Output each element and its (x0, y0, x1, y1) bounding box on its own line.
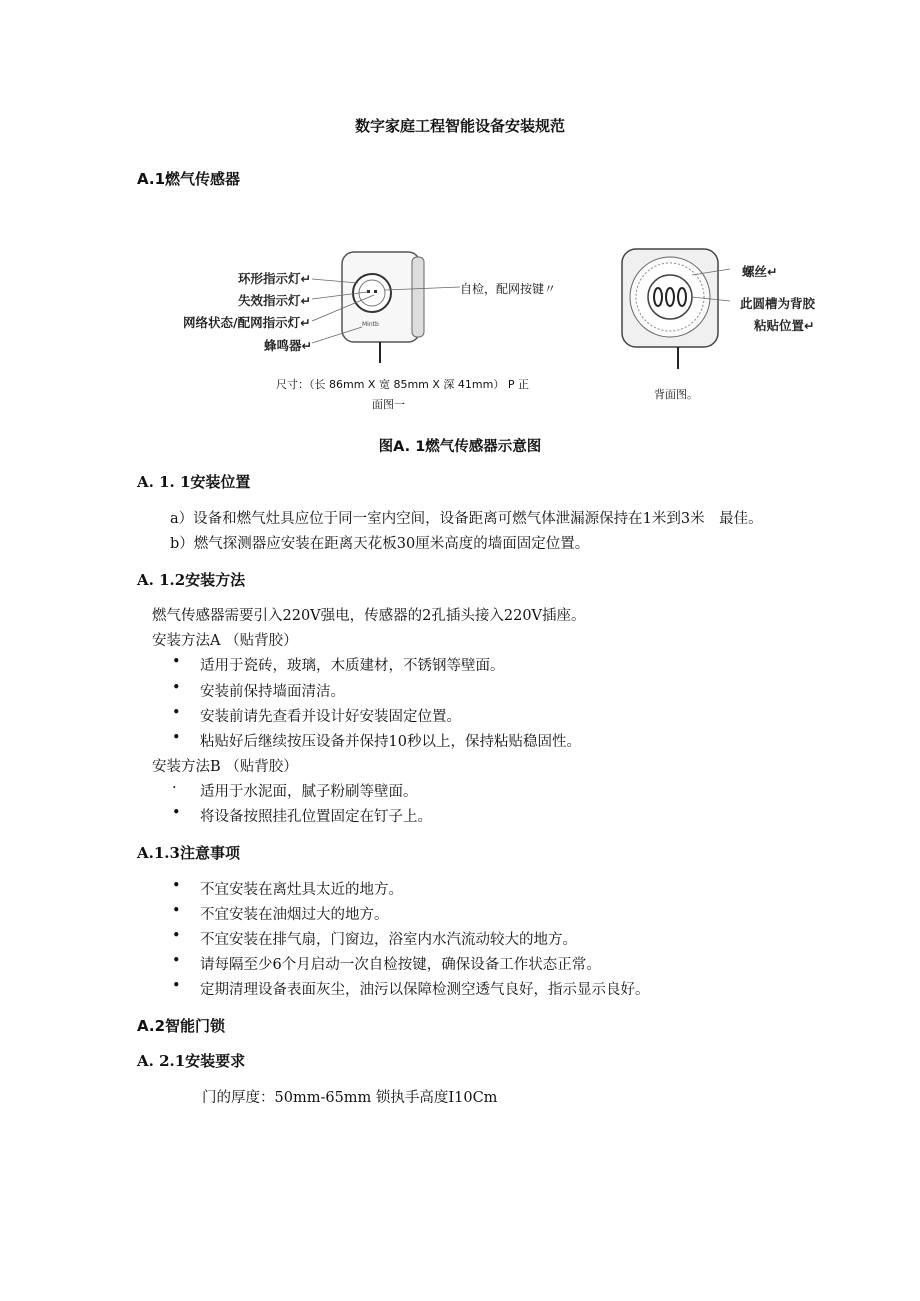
label-adhesive-position: 粘贴位置↵ (754, 318, 815, 333)
failure-light (367, 290, 370, 293)
bullet-dot: • (172, 805, 181, 821)
gas-sensor-back-illustration (620, 245, 730, 370)
paragraph-a12-intro: 燃气传感器需要引入220V强电，传感器的2孔插头接入220V插座。 (152, 608, 586, 624)
figure-front (170, 235, 470, 365)
bullet-dot: • (172, 730, 181, 746)
list-item-text: 定期清理设备表面灰尘，油污以保障检测空透气良好，指示显示良好。 (200, 982, 650, 998)
gas-sensor-front-illustration (170, 235, 470, 365)
figure-back (620, 245, 730, 370)
list-item-text: 不宜安装在离灶具太近的地方。 (200, 882, 403, 898)
heading-a12: A. 1.2安装方法 (137, 571, 246, 589)
list-item-text: 将设备按照挂孔位置固定在钉子上。 (200, 809, 432, 825)
section-heading-a1: A.1燃气传感器 (137, 170, 241, 188)
bullet-dot: • (172, 903, 181, 919)
heading-a21: A. 2.1安装要求 (137, 1052, 246, 1070)
list-item-text: 安装前请先查看并设计好安装固定位置。 (200, 709, 461, 725)
section-heading-a2: A.2智能门锁 (137, 1017, 226, 1035)
bullet-dot: • (172, 928, 181, 944)
brand-mark: Mintb (362, 321, 379, 328)
mounting-hole-left (654, 288, 662, 306)
sensor-side (412, 257, 424, 337)
list-item (172, 780, 418, 801)
bullet-dot: • (172, 705, 181, 721)
heading-a13: A.1.3注意事项 (137, 844, 240, 862)
label-failure-light: 失效指示灯↵ (238, 293, 311, 308)
network-light (374, 290, 377, 293)
self-check-button (359, 280, 385, 306)
size-caption-line1: 尺寸：（长 86mm X 宽 85mm X 深 41mm） P 正 (276, 378, 529, 391)
list-item (172, 654, 505, 675)
method-a-title: 安装方法A （贴背胶） (152, 633, 298, 649)
paragraph-a11-a: a）设备和燃气灶具应位于同一室内空间，设备距离可燃气体泄漏源保持在1米到3米 最佳。 (170, 511, 763, 527)
list-item (172, 928, 577, 949)
mounting-hole-right (678, 288, 686, 306)
list-item-text: 不宜安装在油烟过大的地方。 (200, 907, 389, 923)
list-item-text: 安装前保持墙面清洁。 (200, 684, 345, 700)
label-buzzer: 蜂鸣器↵ (264, 338, 312, 353)
back-view-caption: 背面图。 (654, 388, 698, 401)
method-b-title: 安装方法B （贴背胶） (152, 759, 298, 775)
label-screw: 螺丝↵ (742, 264, 778, 279)
bullet-dot: · (172, 780, 177, 796)
label-self-check-button: 自检，配网按键〃 (460, 282, 557, 296)
list-item-text: 请每隔至少6个月启动一次自检按键，确保设备工作状态正常。 (200, 957, 601, 973)
figure-caption: 图A. 1燃气传感器示意图 (378, 439, 542, 455)
list-item (172, 978, 650, 999)
mounting-hole-center (666, 288, 674, 306)
list-item (172, 705, 461, 726)
paragraph-a11-b: b）燃气探测器应安装在距离天花板30厘米高度的墙面固定位置。 (170, 536, 590, 552)
label-adhesive-groove: 此圆槽为背胶 (740, 296, 816, 311)
list-item-text: 不宜安装在排气扇，门窗边，浴室内水汽流动较大的地方。 (200, 932, 577, 948)
list-item (172, 805, 432, 826)
page-title: 数字家庭工程智能设备安装规范 (354, 117, 565, 135)
bullet-dot: • (172, 978, 181, 994)
list-item-text: 粘贴好后继续按压设备并保持10秒以上，保持粘贴稳固性。 (200, 734, 581, 750)
size-caption-line2: 面图一 (372, 398, 405, 411)
list-item-text: 适用于水泥面，腻子粉刷等壁面。 (200, 784, 418, 800)
list-item (172, 903, 389, 924)
list-item (172, 730, 581, 751)
paragraph-a21: 门的厚度：50mm-65mm 锁执手高度I10Cm (202, 1090, 498, 1106)
list-item-text: 适用于瓷砖，玻璃，木质建材，不锈钢等壁面。 (200, 658, 505, 674)
list-item (172, 680, 345, 701)
label-network-light: 网络状态/配网指示灯↵ (183, 315, 311, 330)
bullet-dot: • (172, 878, 181, 894)
bullet-dot: • (172, 680, 181, 696)
label-ring-light: 环形指示灯↵ (238, 271, 311, 286)
heading-a11: A. 1. 1安装位置 (137, 473, 251, 491)
list-item (172, 878, 403, 899)
bullet-dot: • (172, 953, 181, 969)
bullet-dot: • (172, 654, 181, 670)
list-item (172, 953, 601, 974)
